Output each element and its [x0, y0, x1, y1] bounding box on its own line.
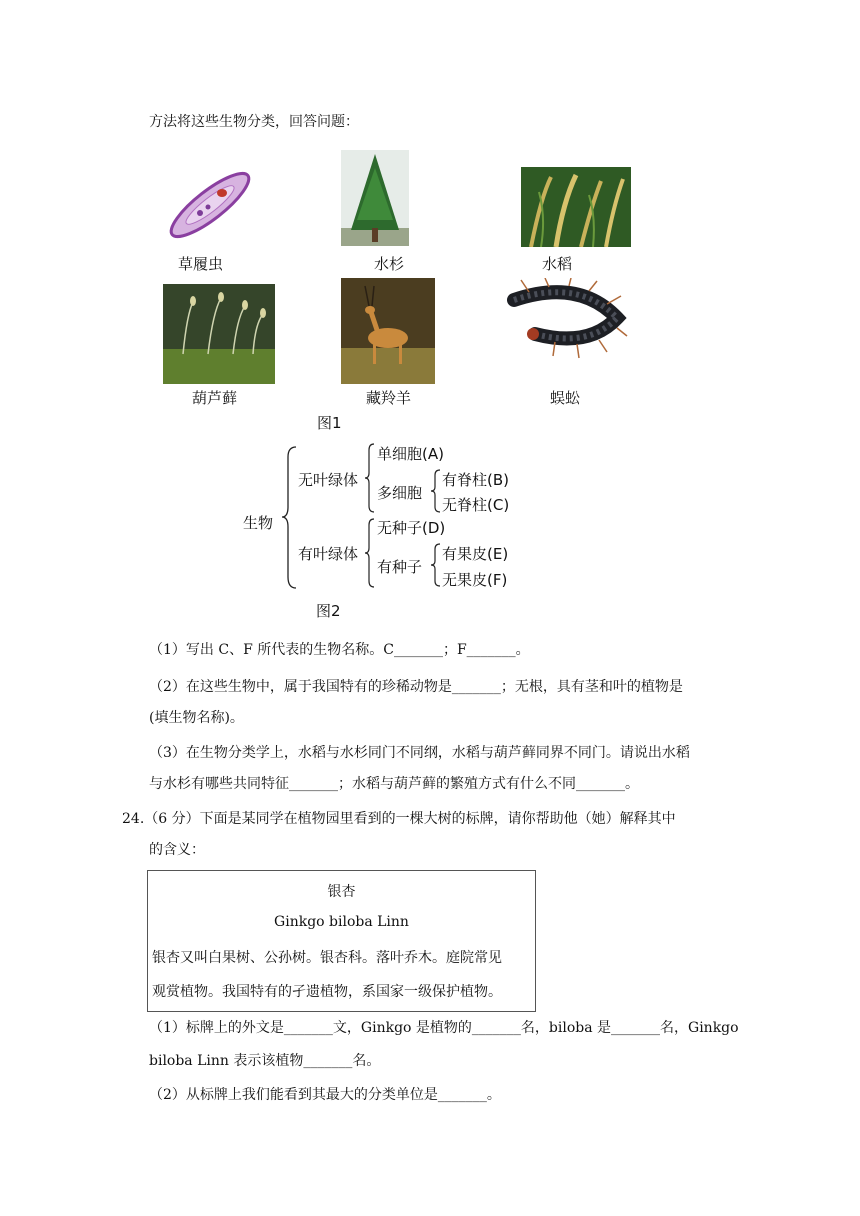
intro-text: 方法将这些生物分类，回答问题：: [149, 114, 359, 130]
label-dawn-redwood: 水杉: [374, 255, 405, 273]
q23-part1: （1）写出 C、F 所代表的生物名称。C_______；F_______。: [149, 642, 530, 658]
label-antelope: 藏羚羊: [366, 389, 412, 407]
no-chlorophyll-brace: [364, 442, 376, 514]
rice-image: [521, 167, 631, 247]
q24-part1-line1: （1）标牌上的外文是_______文，Ginkgo 是植物的_______名，biloba 是_______名，Ginkgo: [149, 1020, 739, 1036]
paramecium-image: [160, 163, 260, 248]
sign-title: 银杏: [327, 884, 356, 900]
tree-single-cell: 单细胞(A): [377, 445, 444, 463]
q24-part1-line2: biloba Linn 表示该植物_______名。: [149, 1053, 381, 1069]
tree-no-seed: 无种子(D): [377, 519, 446, 537]
figure1-caption: 图1: [317, 414, 342, 432]
has-chlorophyll-brace: [364, 517, 376, 589]
tree-no-pericarp: 无果皮(F): [442, 571, 508, 589]
root-brace: [280, 445, 300, 590]
tree-has-chlorophyll: 有叶绿体: [298, 545, 359, 563]
q23-part3-line2: 与水杉有哪些共同特征_______；水稻与葫芦藓的繁殖方式有什么不同_______。: [149, 776, 639, 792]
label-paramecium: 草履虫: [178, 255, 224, 273]
q24-part2: （2）从标牌上我们能看到其最大的分类单位是_______。: [149, 1087, 501, 1103]
centipede-image: [499, 278, 631, 370]
tree-no-chlorophyll: 无叶绿体: [298, 471, 359, 489]
label-centipede: 蜈蚣: [550, 389, 581, 407]
sign-description-line2: 观赏植物。我国特有的孑遗植物，系国家一级保护植物。: [152, 984, 502, 1000]
dawn-redwood-image: [341, 150, 409, 246]
tree-invertebrate: 无脊柱(C): [442, 496, 510, 514]
tree-vertebrate: 有脊柱(B): [442, 471, 509, 489]
tree-has-seed: 有种子: [377, 558, 423, 576]
tree-has-pericarp: 有果皮(E): [442, 545, 509, 563]
label-moss: 葫芦藓: [192, 389, 238, 407]
sign-latin-name: Ginkgo biloba Linn: [274, 914, 409, 930]
plant-sign: [147, 870, 536, 1012]
q23-part2-line2: (填生物名称)。: [149, 710, 244, 726]
q24-header-line2: 的含义：: [149, 842, 205, 858]
figure2-caption: 图2: [316, 602, 341, 620]
antelope-image: [341, 278, 435, 384]
moss-image: [163, 284, 275, 384]
tree-root: 生物: [243, 514, 274, 532]
q23-part2-line1: （2）在这些生物中，属于我国特有的珍稀动物是_______；无根，具有茎和叶的植物是: [149, 679, 683, 695]
has-seed-brace: [430, 542, 442, 588]
sign-description-line1: 银杏又叫白果树、公孙树。银杏科。落叶乔木。庭院常见: [152, 950, 502, 966]
tree-multi-cell: 多细胞: [377, 484, 423, 502]
q23-part3-line1: （3）在生物分类学上，水稻与水杉同门不同纲，水稻与葫芦藓同界不同门。请说出水稻: [149, 745, 690, 761]
q24-header-line1: 24.（6 分）下面是某同学在植物园里看到的一棵大树的标牌，请你帮助他（她）解释其中: [122, 811, 676, 827]
label-rice: 水稻: [542, 255, 573, 273]
multi-cell-brace: [430, 468, 442, 514]
